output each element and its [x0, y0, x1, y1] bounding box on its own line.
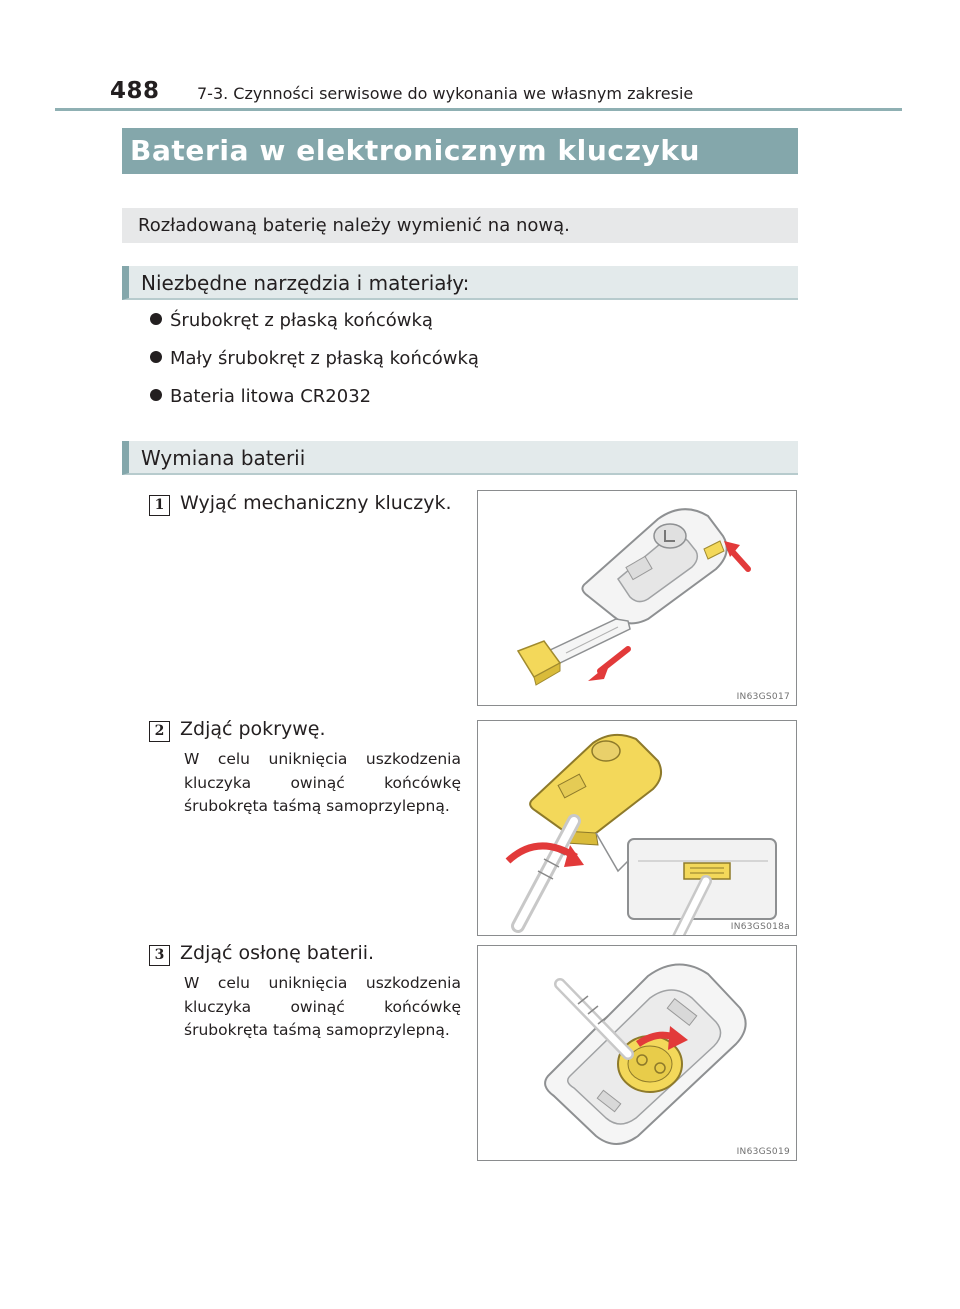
chapter-title: 7-3. Czynności serwisowe do wykonania we własnym zakresie: [197, 84, 694, 103]
battery-cover-illustration: [478, 946, 797, 1161]
main-title: Bateria w elektronicznym kluczyku: [122, 128, 798, 174]
bullet-icon: [150, 313, 162, 325]
key-fob-illustration: [478, 491, 797, 706]
step-title: Zdjąć pokrywę.: [180, 718, 326, 740]
figure-code: IN63GS019: [736, 1147, 790, 1157]
figure-remove-cover: [477, 720, 797, 936]
list-item: [150, 310, 433, 331]
header-rule: [55, 108, 902, 111]
cover-removal-illustration: [478, 721, 797, 936]
intro-box: Rozładowaną baterię należy wymienić na nową.: [122, 208, 798, 243]
step-note: W celu uniknięcia uszkodzenia kluczyka owinąć końcówkę śrubokręta taśmą samoprzylepną.: [184, 974, 461, 1039]
figure-code: IN63GS018a: [730, 922, 790, 932]
step-title: Zdjąć osłonę baterii.: [180, 942, 375, 964]
page-number: 488: [110, 78, 160, 104]
bullet-icon: [150, 351, 162, 363]
list-item: [150, 386, 371, 407]
step-number-badge: 1: [149, 495, 170, 516]
figure-remove-mechanical-key: [477, 490, 797, 706]
figure-remove-battery-cover: [477, 945, 797, 1161]
tool-label: Bateria litowa CR2032: [170, 386, 372, 407]
tool-label: Mały śrubokręt z płaską końcówką: [170, 348, 479, 369]
figure-code: IN63GS017: [736, 692, 790, 702]
tools-header: Niezbędne narzędzia i materiały:: [122, 266, 798, 300]
step-number-badge: 2: [149, 721, 170, 742]
replacement-header: Wymiana baterii: [122, 441, 798, 475]
step-title: Wyjąć mechaniczny kluczyk.: [180, 492, 452, 514]
step-number-badge: 3: [149, 945, 170, 966]
list-item: [150, 348, 479, 369]
tool-label: Śrubokręt z płaską końcówką: [170, 310, 433, 331]
bullet-icon: [150, 389, 162, 401]
step-note: W celu uniknięcia uszkodzenia kluczyka owinąć końcówkę śrubokręta taśmą samoprzylepną.: [184, 750, 461, 815]
